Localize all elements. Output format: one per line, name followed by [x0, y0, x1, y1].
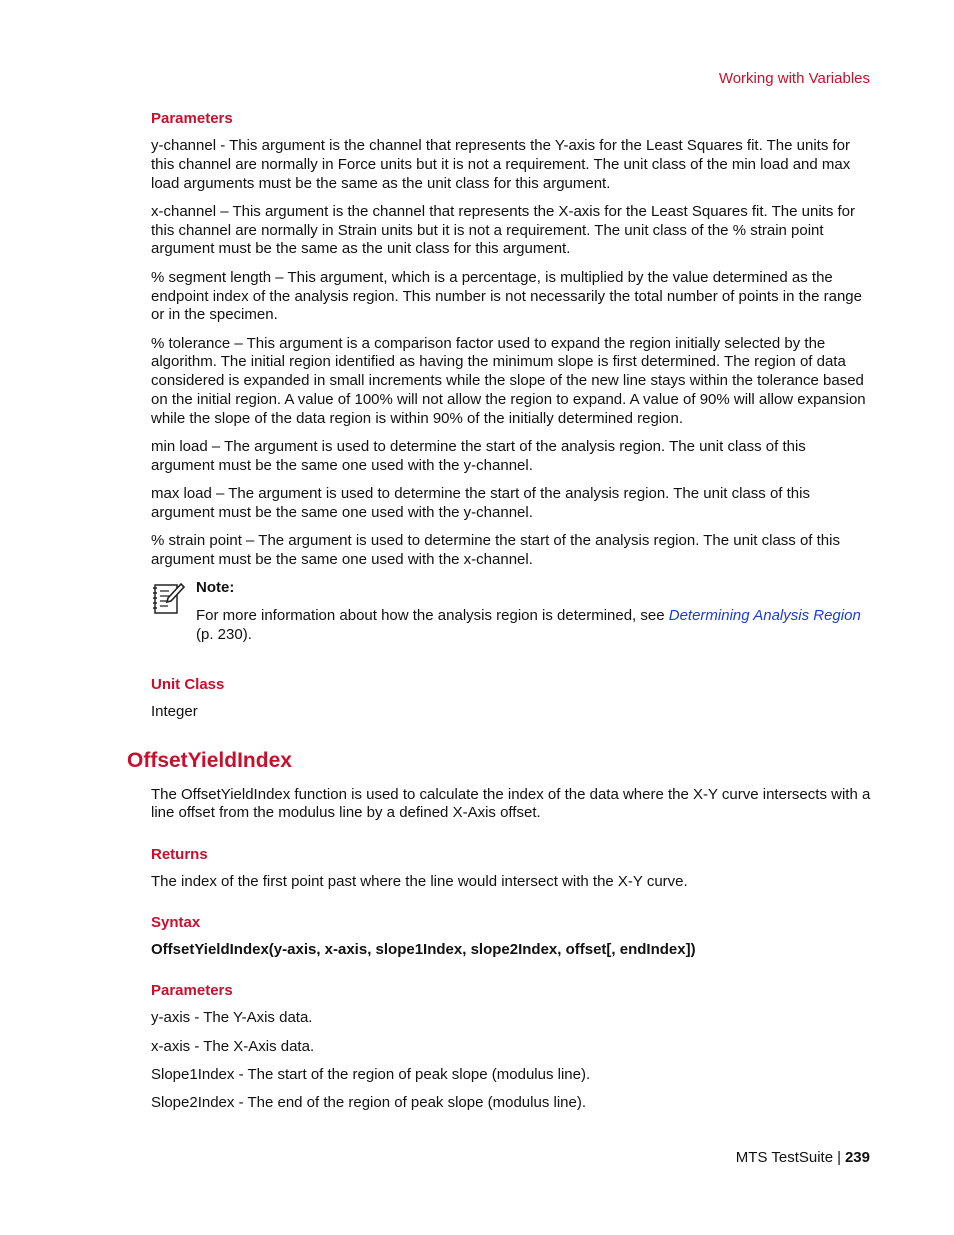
note-text-before: For more information about how the analysis region is determined, see [196, 607, 669, 625]
param-segment-length: % segment length – This argument, which is a percentage, is multiplied by the value determined as the endpoint index of the analysis region. This number is not necessarily the total number of points in the range or in the specimen. [151, 268, 862, 324]
note-block [151, 579, 873, 644]
note-pencil-icon [151, 581, 185, 615]
footer-separator: | [837, 1149, 841, 1166]
running-header: Working with Variables [718, 70, 870, 87]
returns-text: The index of the first point past where the line would intersect with the X-Y curve. [151, 872, 688, 890]
page-content [127, 110, 873, 1123]
offsetyieldindex-description: The OffsetYieldIndex function is used to calculate the index of the data where the X-Y curve intersects with a line offset from the modulus line by a defined X-Axis offset. [151, 785, 871, 822]
note-title: Note: [196, 579, 235, 597]
param-x-channel: x-channel – This argument is the channel that represents the X-axis for the Least Squares fit. The units for this channel are normally in Strain units but it is not a requirement. The unit class of the % strain point argument must be the same as the unit class for this argument. [151, 202, 855, 258]
param-strain-point: % strain point – The argument is used to determine the start of the analysis region. The unit class of this argument must be the same one used with the x-channel. [151, 532, 840, 569]
offsetyieldindex-title: OffsetYieldIndex [127, 748, 292, 772]
unit-class-value: Integer [151, 703, 198, 721]
determining-analysis-region-link[interactable]: Determining Analysis Region [668, 607, 861, 625]
returns-heading: Returns [151, 845, 208, 863]
syntax-text: OffsetYieldIndex(y-axis, x-axis, slope1Index, slope2Index, offset[, endIndex]) [151, 941, 696, 959]
page-footer [736, 1149, 870, 1166]
param-y-axis: y-axis - The Y-Axis data. [151, 1009, 313, 1027]
note-text [196, 607, 873, 645]
param-tolerance: % tolerance – This argument is a comparison factor used to expand the region initially selected by the algorithm. The initial region identified as having the minimum slope is first determined. The region of data considered is expanded in small increments while the slope of the new line stays within the tolerance based on the initial region. A value of 100% will not allow the region to expand. A value of 90% will allow expansion while the slope of the data region is within 90% of the initially determined region. [151, 334, 866, 427]
footer-product: MTS TestSuite [735, 1149, 834, 1166]
param-x-axis: x-axis - The X-Axis data. [151, 1037, 315, 1055]
page-number: 239 [844, 1149, 870, 1166]
param-min-load: min load – The argument is used to determine the start of the analysis region. The unit class of this argument must be the same one used with the y-channel. [151, 438, 806, 474]
parameters-heading-2: Parameters [151, 982, 233, 1000]
parameters-heading: Parameters [151, 110, 233, 127]
unit-class-heading: Unit Class [151, 676, 225, 694]
param-max-load: max load – The argument is used to determine the start of the analysis region. The unit class of this argument must be the same one used with the y-channel. [151, 485, 810, 522]
param-y-channel: y-channel - This argument is the channel that represents the Y-axis for the Least Squares fit. The units for this channel are normally in Force units but it is not a requirement. The unit class of the min load and max load arguments must be the same as the unit class for this argument. [151, 137, 851, 192]
param-slope1index: Slope1Index - The start of the region of peak slope (modulus line). [151, 1065, 591, 1083]
note-text-after: (p. 230). [196, 626, 252, 644]
syntax-heading: Syntax [151, 914, 201, 932]
param-slope2index: Slope2Index - The end of the region of peak slope (modulus line). [151, 1094, 586, 1112]
